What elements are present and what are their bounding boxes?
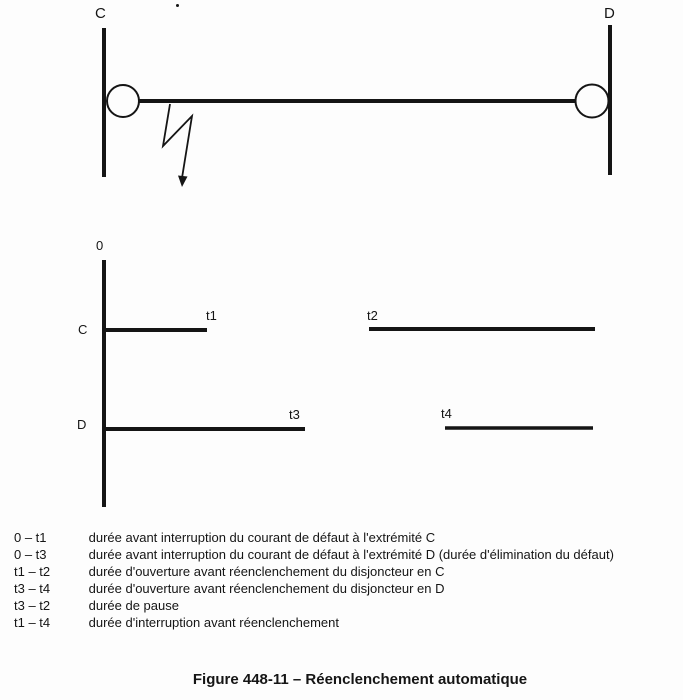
fault-bolt-icon — [163, 104, 192, 178]
legend-description: durée avant interruption du courant de défaut à l'extrémité C — [88, 530, 436, 545]
legend-description: durée de pause — [88, 597, 179, 613]
time-origin-label: 0 — [96, 238, 104, 253]
busbar-c-label: C — [95, 5, 106, 22]
scan-artifact-dot — [176, 4, 179, 7]
legend-row — [14, 581, 614, 598]
t1-mark-label: t1 — [206, 308, 217, 323]
legend-description: durée d'interruption avant réenclenchement — [88, 614, 339, 630]
legend-row — [14, 564, 614, 581]
circuit-breaker-d-icon — [576, 85, 609, 118]
legend-description: durée avant interruption du courant de défaut à l'extrémité D (durée d'élimination du défaut) — [88, 546, 614, 562]
legend-term: t3 – t2 — [14, 597, 51, 613]
legend-row — [14, 530, 614, 547]
figure-caption: Figure 448-11 – Réenclenchement automatique — [192, 671, 528, 688]
t2-mark-label: t2 — [367, 308, 378, 323]
t4-mark-label: t4 — [441, 406, 452, 421]
legend-description: durée d'ouverture avant réenclenchement du disjoncteur en C — [88, 563, 445, 579]
t3-mark-label: t3 — [289, 407, 300, 422]
legend — [14, 530, 614, 631]
fault-arrowhead-icon — [178, 176, 188, 188]
legend-row — [14, 615, 614, 632]
legend-term: t3 – t4 — [14, 580, 51, 596]
timing-row-c-label: C — [78, 322, 88, 337]
timing-row-d-label: D — [77, 417, 87, 432]
legend-term: 0 – t3 — [14, 546, 47, 562]
legend-row — [14, 598, 614, 615]
legend-term: t1 – t4 — [14, 614, 51, 630]
legend-row — [14, 547, 614, 564]
legend-term: 0 – t1 — [14, 530, 47, 545]
busbar-d-label: D — [604, 5, 615, 22]
legend-description: durée d'ouverture avant réenclenchement du disjoncteur en D — [88, 580, 445, 596]
circuit-breaker-c-icon — [107, 85, 139, 117]
legend-term: t1 – t2 — [14, 563, 51, 579]
